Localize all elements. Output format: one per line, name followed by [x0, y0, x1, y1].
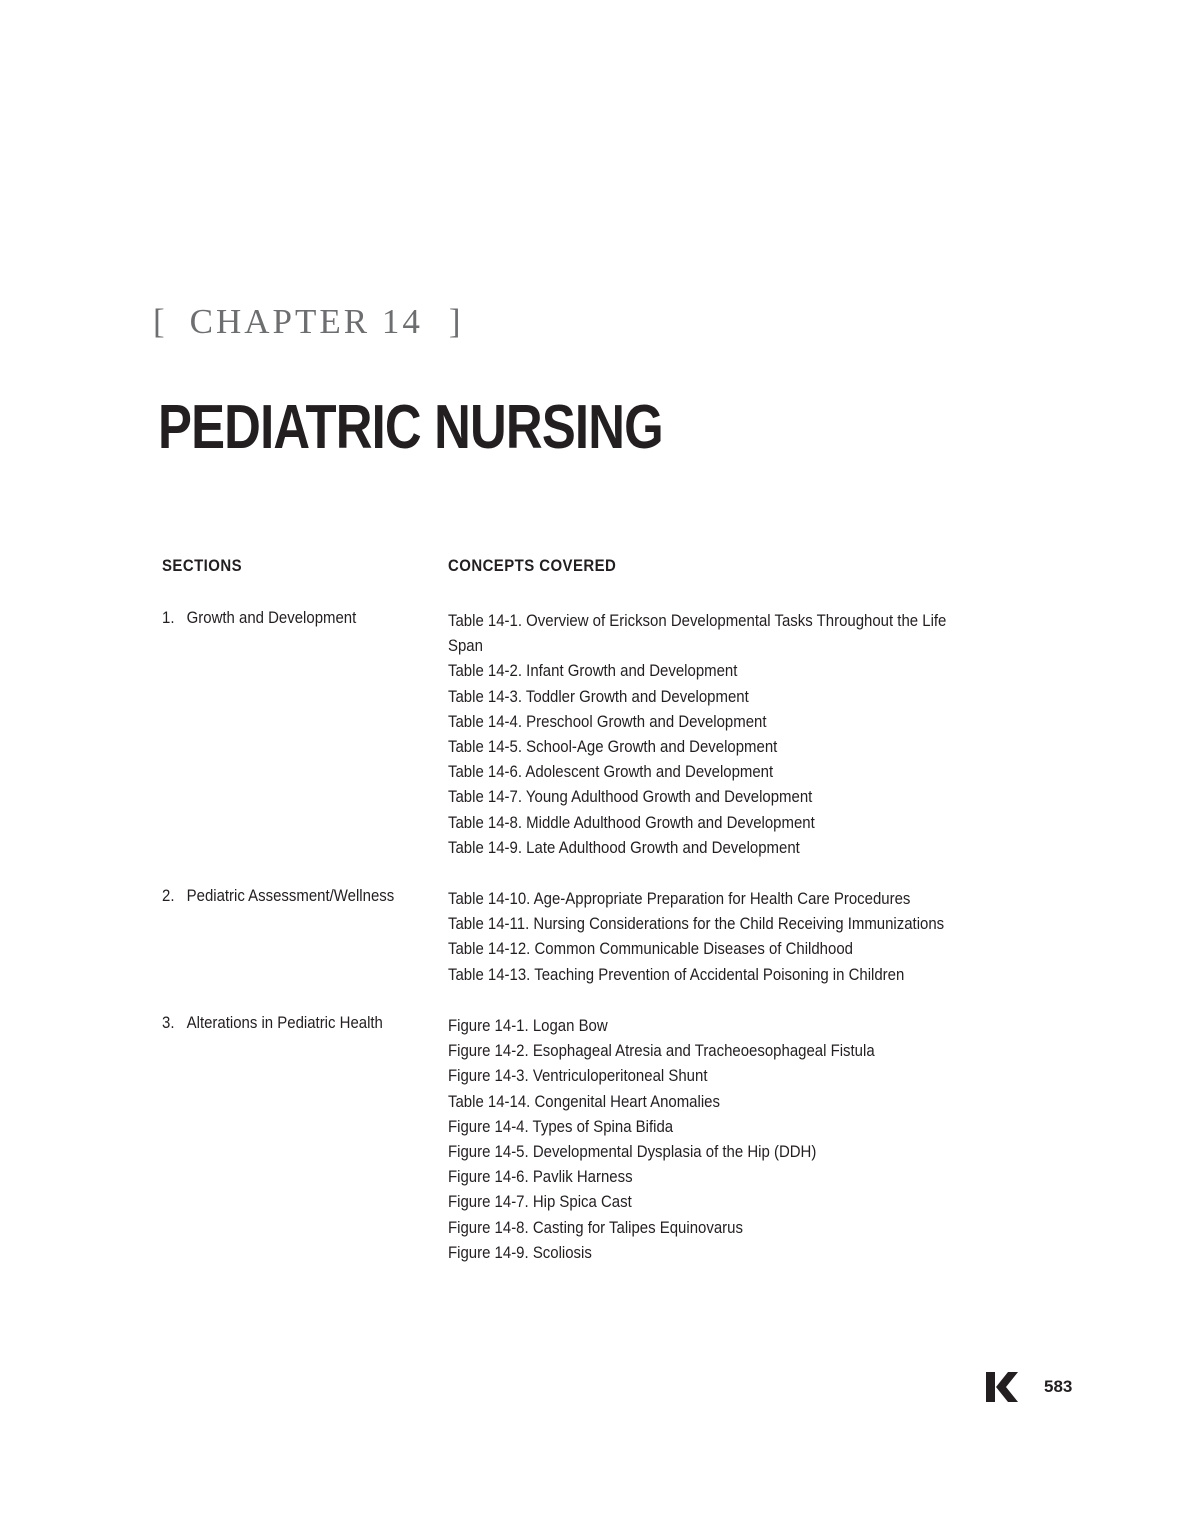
concept-item: Figure 14-6. Pavlik Harness — [448, 1167, 633, 1187]
concept-item: Figure 14-1. Logan Bow — [448, 1016, 608, 1035]
chapter-bracket-close: ] — [448, 302, 464, 341]
k-logo-icon — [986, 1372, 1018, 1402]
chapter-bracket-open: [ — [153, 302, 168, 341]
section-name: Pediatric Assessment/Wellness — [186, 886, 395, 905]
concept-item: Table 14-9. Late Adulthood Growth and Development — [448, 837, 800, 857]
concept-item: Figure 14-9. Scoliosis — [448, 1242, 592, 1262]
concept-item: Figure 14-5. Developmental Dysplasia of the Hip (DDH) — [448, 1142, 817, 1162]
section-heading — [162, 1013, 383, 1033]
section-name: Alterations in Pediatric Health — [186, 1013, 383, 1032]
section-number: 2. — [162, 886, 175, 905]
concept-item: Table 14-6. Adolescent Growth and Development — [448, 762, 774, 782]
concept-item: Table 14-12. Common Communicable Diseases of Childhood — [448, 939, 853, 959]
concept-list — [448, 886, 994, 987]
concept-item: Figure 14-4. Types of Spina Bifida — [448, 1116, 674, 1136]
chapter-label — [153, 302, 464, 342]
concept-item: Figure 14-2. Esophageal Atresia and Tracheoesophageal Fistula — [448, 1041, 875, 1061]
concept-item: Table 14-5. School-Age Growth and Development — [448, 737, 778, 757]
concept-item: Figure 14-8. Casting for Talipes Equinovarus — [448, 1217, 743, 1237]
concept-item: Table 14-13. Teaching Prevention of Accidental Poisoning in Children — [448, 964, 905, 984]
concept-item: Table 14-10. Age-Appropriate Preparation for Health Care Procedures — [448, 889, 911, 908]
concept-item: Table 14-1. Overview of Erickson Developmental Tasks Throughout the Life Span — [448, 611, 947, 656]
page-number: 583 — [1044, 1377, 1073, 1396]
concept-list — [448, 1013, 994, 1265]
section-number: 3. — [162, 1013, 175, 1032]
concept-item: Table 14-7. Young Adulthood Growth and Development — [448, 787, 813, 807]
section-name: Growth and Development — [186, 608, 357, 627]
chapter-number: CHAPTER 14 — [189, 302, 423, 341]
concept-item: Table 14-3. Toddler Growth and Development — [448, 686, 749, 706]
section-heading — [162, 608, 356, 628]
chapter-title: PEDIATRIC NURSING — [158, 393, 663, 462]
concept-item: Table 14-14. Congenital Heart Anomalies — [448, 1091, 720, 1111]
concept-item: Figure 14-3. Ventriculoperitoneal Shunt — [448, 1066, 708, 1086]
concept-item: Table 14-8. Middle Adulthood Growth and Development — [448, 812, 815, 832]
concept-item: Table 14-4. Preschool Growth and Development — [448, 711, 767, 731]
section-number: 1. — [162, 608, 175, 627]
concept-item: Table 14-11. Nursing Considerations for the Child Receiving Immunizations — [448, 914, 945, 934]
sections-column-header: SECTIONS — [162, 556, 242, 575]
concept-item: Figure 14-7. Hip Spica Cast — [448, 1192, 632, 1212]
page-footer — [986, 1372, 1072, 1402]
concepts-column-header: CONCEPTS COVERED — [448, 556, 617, 575]
concept-list — [448, 608, 994, 860]
section-heading — [162, 886, 394, 906]
concept-item: Table 14-2. Infant Growth and Development — [448, 661, 738, 681]
